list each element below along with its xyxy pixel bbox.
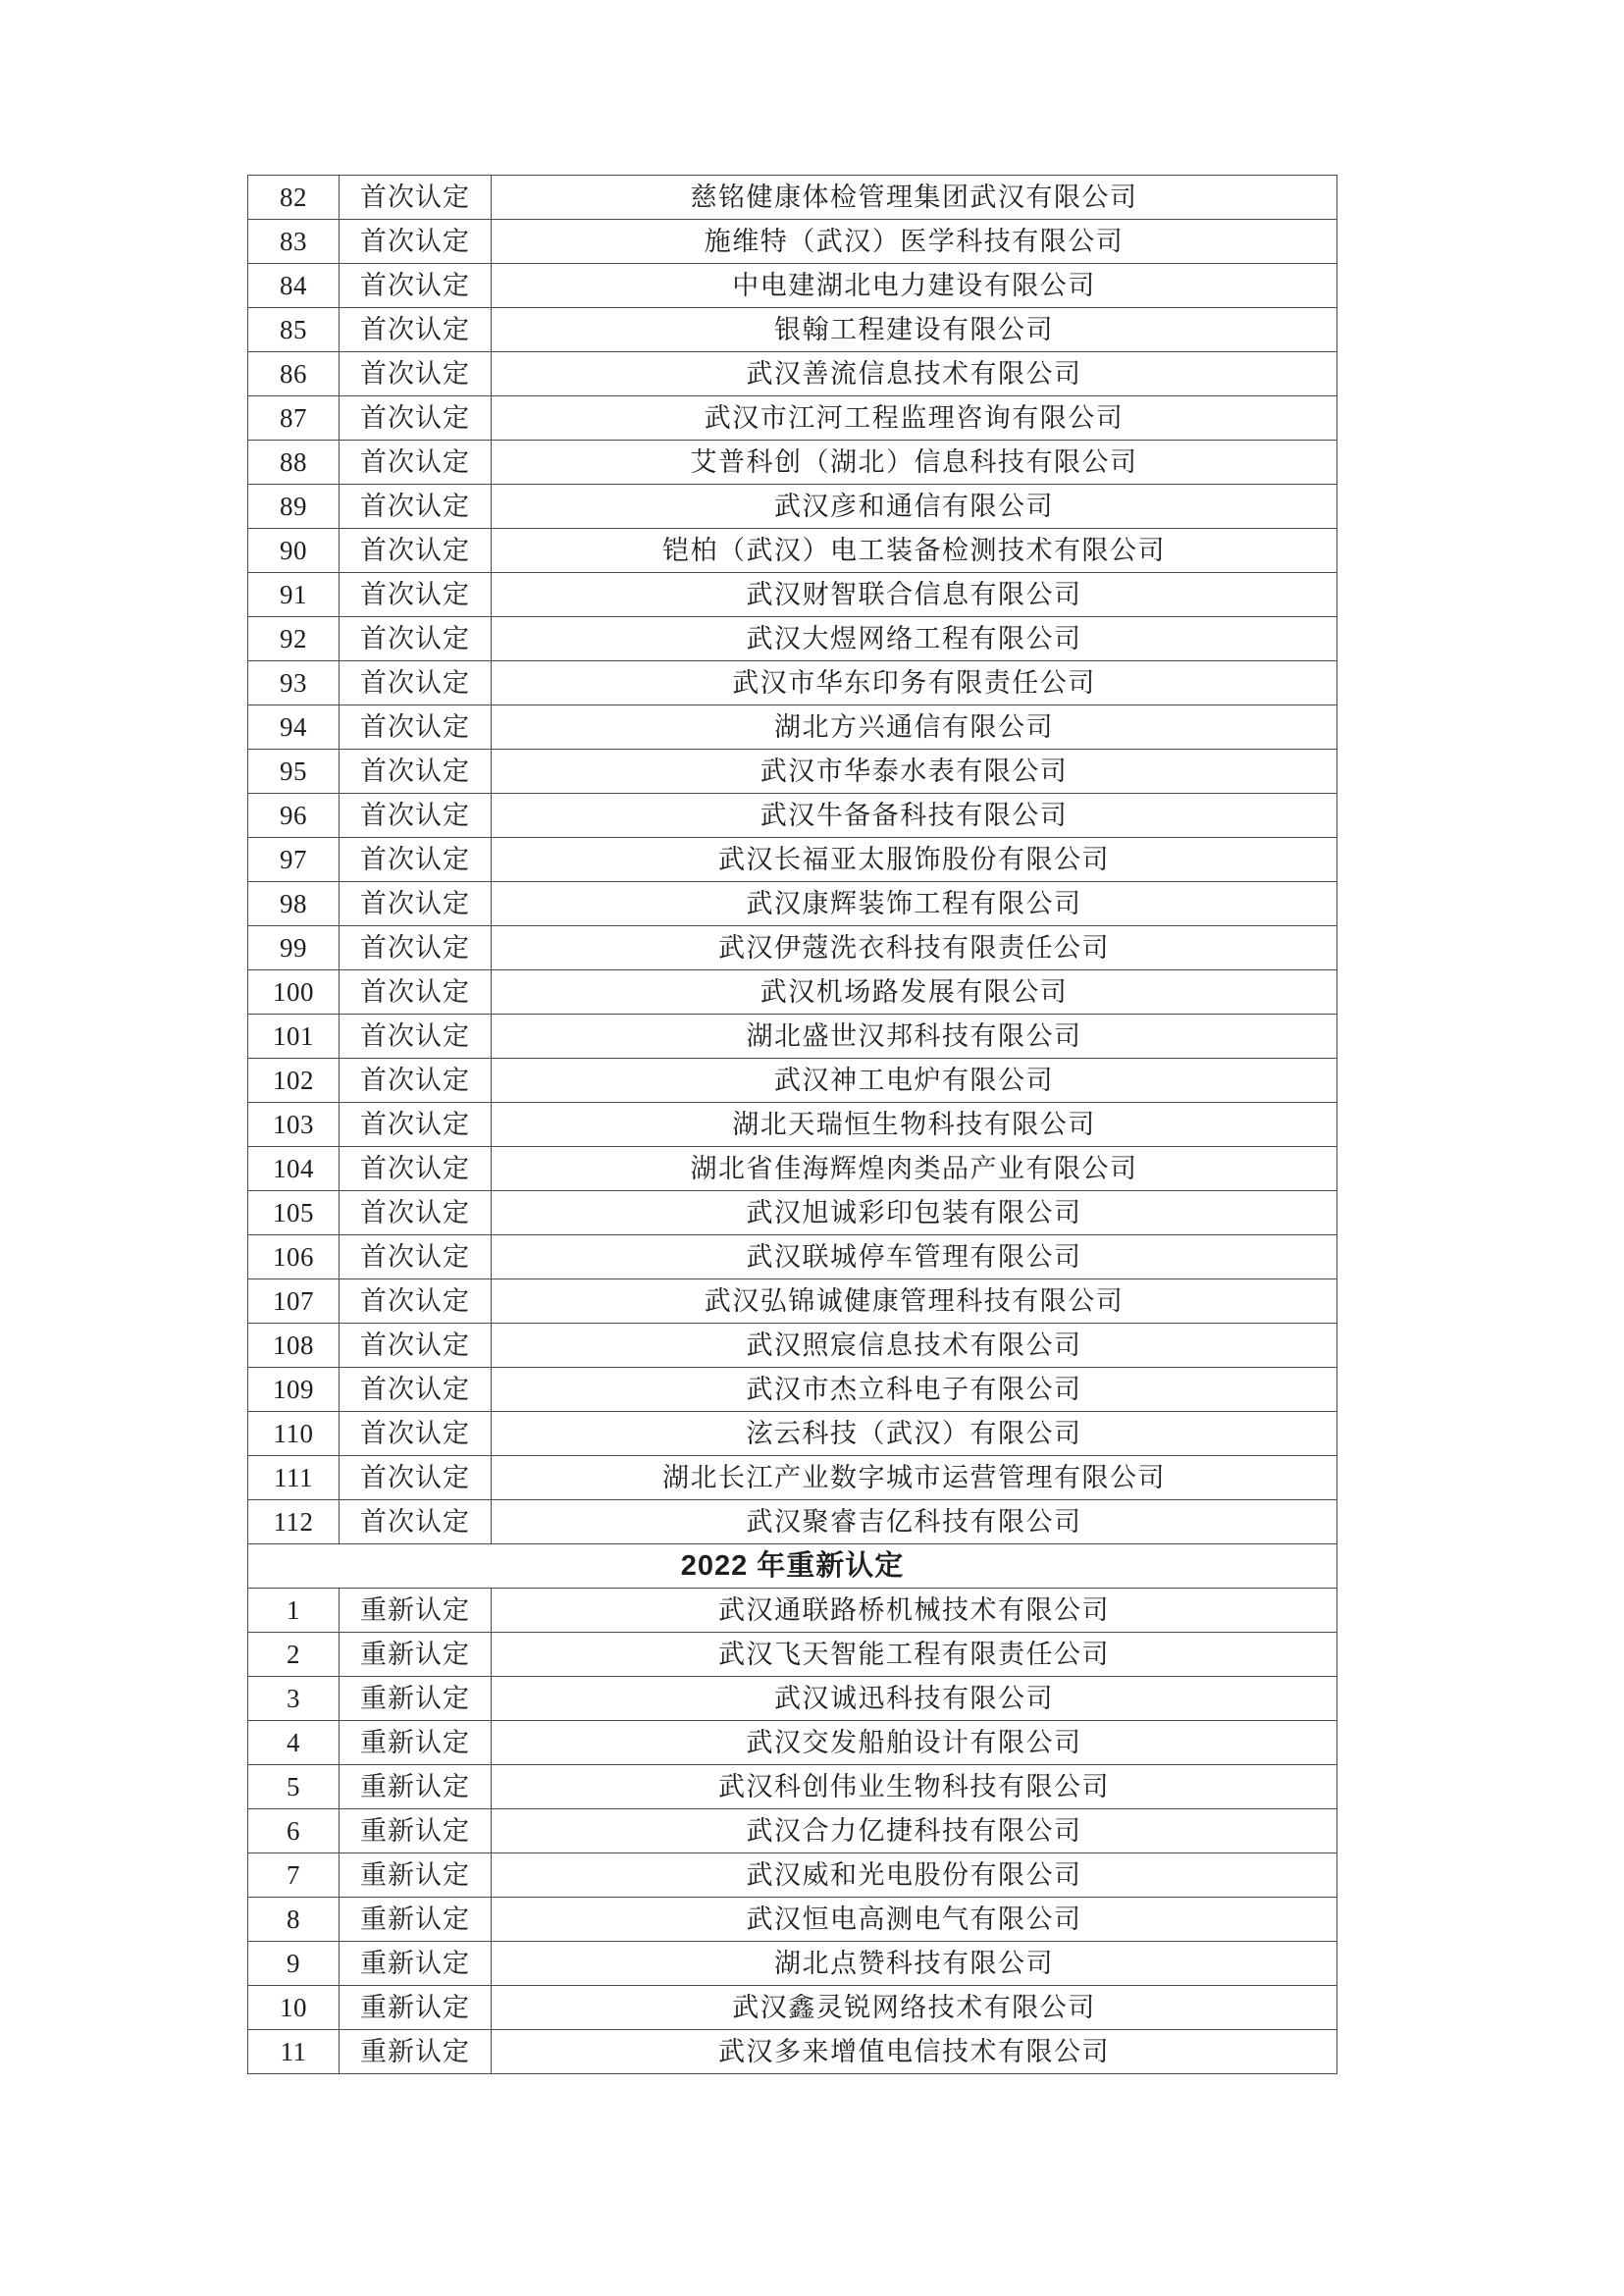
- company-name: 泫云科技（武汉）有限公司: [492, 1412, 1337, 1456]
- row-number: 93: [248, 661, 340, 705]
- table-row: [248, 1500, 1337, 1544]
- table-row: [248, 926, 1337, 970]
- company-name: 慈铭健康体检管理集团武汉有限公司: [492, 176, 1337, 220]
- table-row: [248, 1677, 1337, 1721]
- enterprise-list-table: [247, 175, 1337, 2074]
- table-row: [248, 1279, 1337, 1324]
- company-name: 武汉善流信息技术有限公司: [492, 352, 1337, 396]
- company-name: 武汉市华泰水表有限公司: [492, 750, 1337, 794]
- recognition-type: 重新认定: [340, 1809, 492, 1853]
- row-number: 8: [248, 1898, 340, 1942]
- table-row: [248, 573, 1337, 617]
- company-name: 湖北天瑞恒生物科技有限公司: [492, 1103, 1337, 1147]
- recognition-type: 首次认定: [340, 1015, 492, 1059]
- recognition-type: 重新认定: [340, 1942, 492, 1986]
- recognition-type: 首次认定: [340, 573, 492, 617]
- recognition-type: 首次认定: [340, 794, 492, 838]
- company-name: 武汉伊蔻洗衣科技有限责任公司: [492, 926, 1337, 970]
- row-number: 99: [248, 926, 340, 970]
- table-row: [248, 1147, 1337, 1191]
- table-row: [248, 794, 1337, 838]
- recognition-type: 首次认定: [340, 1059, 492, 1103]
- company-name: 武汉市华东印务有限责任公司: [492, 661, 1337, 705]
- recognition-type: 首次认定: [340, 529, 492, 573]
- company-name: 湖北盛世汉邦科技有限公司: [492, 1015, 1337, 1059]
- table-row: [248, 1853, 1337, 1898]
- company-name: 武汉财智联合信息有限公司: [492, 573, 1337, 617]
- recognition-type: 首次认定: [340, 396, 492, 441]
- row-number: 88: [248, 441, 340, 485]
- recognition-type: 首次认定: [340, 1324, 492, 1368]
- row-number: 5: [248, 1765, 340, 1809]
- company-name: 武汉弘锦诚健康管理科技有限公司: [492, 1279, 1337, 1324]
- recognition-type: 首次认定: [340, 352, 492, 396]
- company-name: 武汉旭诚彩印包装有限公司: [492, 1191, 1337, 1235]
- recognition-type: 首次认定: [340, 264, 492, 308]
- company-name: 中电建湖北电力建设有限公司: [492, 264, 1337, 308]
- row-number: 89: [248, 485, 340, 529]
- company-name: 武汉鑫灵锐网络技术有限公司: [492, 1986, 1337, 2030]
- table-row: [248, 264, 1337, 308]
- row-number: 6: [248, 1809, 340, 1853]
- company-name: 武汉彦和通信有限公司: [492, 485, 1337, 529]
- company-name: 武汉飞天智能工程有限责任公司: [492, 1633, 1337, 1677]
- table-row: [248, 485, 1337, 529]
- table-row: [248, 705, 1337, 750]
- recognition-type: 重新认定: [340, 1986, 492, 2030]
- company-name: 武汉诚迅科技有限公司: [492, 1677, 1337, 1721]
- company-name: 湖北方兴通信有限公司: [492, 705, 1337, 750]
- company-name: 武汉神工电炉有限公司: [492, 1059, 1337, 1103]
- row-number: 111: [248, 1456, 340, 1500]
- table-row: [248, 1809, 1337, 1853]
- company-name: 武汉长福亚太服饰股份有限公司: [492, 838, 1337, 882]
- company-name: 武汉照宸信息技术有限公司: [492, 1324, 1337, 1368]
- row-number: 4: [248, 1721, 340, 1765]
- company-name: 武汉合力亿捷科技有限公司: [492, 1809, 1337, 1853]
- recognition-type: 首次认定: [340, 1368, 492, 1412]
- recognition-type: 首次认定: [340, 1235, 492, 1279]
- recognition-type: 首次认定: [340, 1412, 492, 1456]
- row-number: 102: [248, 1059, 340, 1103]
- company-name: 湖北点赞科技有限公司: [492, 1942, 1337, 1986]
- recognition-type: 重新认定: [340, 1721, 492, 1765]
- row-number: 96: [248, 794, 340, 838]
- row-number: 110: [248, 1412, 340, 1456]
- row-number: 92: [248, 617, 340, 661]
- table-row: [248, 882, 1337, 926]
- table-row: [248, 1412, 1337, 1456]
- table-row: [248, 661, 1337, 705]
- recognition-type: 首次认定: [340, 1279, 492, 1324]
- row-number: 108: [248, 1324, 340, 1368]
- row-number: 83: [248, 220, 340, 264]
- table-row: [248, 1721, 1337, 1765]
- table-row: [248, 1059, 1337, 1103]
- recognition-type: 重新认定: [340, 1765, 492, 1809]
- company-name: 施维特（武汉）医学科技有限公司: [492, 220, 1337, 264]
- company-name: 湖北长江产业数字城市运营管理有限公司: [492, 1456, 1337, 1500]
- company-name: 武汉市江河工程监理咨询有限公司: [492, 396, 1337, 441]
- recognition-type: 首次认定: [340, 750, 492, 794]
- table-row: [248, 1103, 1337, 1147]
- table-row: [248, 1324, 1337, 1368]
- recognition-type: 首次认定: [340, 1500, 492, 1544]
- row-number: 103: [248, 1103, 340, 1147]
- table-row: [248, 441, 1337, 485]
- recognition-type: 首次认定: [340, 661, 492, 705]
- table-row: [248, 1015, 1337, 1059]
- company-name: 武汉联城停车管理有限公司: [492, 1235, 1337, 1279]
- row-number: 9: [248, 1942, 340, 1986]
- row-number: 107: [248, 1279, 340, 1324]
- row-number: 87: [248, 396, 340, 441]
- row-number: 101: [248, 1015, 340, 1059]
- table-row: [248, 1235, 1337, 1279]
- recognition-type: 首次认定: [340, 617, 492, 661]
- company-name: 艾普科创（湖北）信息科技有限公司: [492, 441, 1337, 485]
- company-name: 武汉聚睿吉亿科技有限公司: [492, 1500, 1337, 1544]
- table-row: [248, 2030, 1337, 2074]
- row-number: 90: [248, 529, 340, 573]
- recognition-type: 首次认定: [340, 441, 492, 485]
- recognition-type: 首次认定: [340, 926, 492, 970]
- recognition-type: 重新认定: [340, 1589, 492, 1633]
- row-number: 98: [248, 882, 340, 926]
- recognition-type: 重新认定: [340, 2030, 492, 2074]
- table-row: [248, 1898, 1337, 1942]
- row-number: 82: [248, 176, 340, 220]
- row-number: 104: [248, 1147, 340, 1191]
- table-row: [248, 1368, 1337, 1412]
- table-row: [248, 1765, 1337, 1809]
- table-row: [248, 176, 1337, 220]
- company-name: 武汉康辉装饰工程有限公司: [492, 882, 1337, 926]
- company-name: 武汉牛备备科技有限公司: [492, 794, 1337, 838]
- table-row: [248, 1986, 1337, 2030]
- recognition-type: 重新认定: [340, 1633, 492, 1677]
- section-header: 2022 年重新认定: [248, 1544, 1337, 1589]
- row-number: 11: [248, 2030, 340, 2074]
- recognition-type: 首次认定: [340, 1103, 492, 1147]
- row-number: 112: [248, 1500, 340, 1544]
- row-number: 105: [248, 1191, 340, 1235]
- recognition-type: 首次认定: [340, 220, 492, 264]
- row-number: 84: [248, 264, 340, 308]
- row-number: 2: [248, 1633, 340, 1677]
- recognition-type: 首次认定: [340, 1147, 492, 1191]
- row-number: 85: [248, 308, 340, 352]
- recognition-type: 重新认定: [340, 1677, 492, 1721]
- table-row: [248, 352, 1337, 396]
- recognition-type: 首次认定: [340, 838, 492, 882]
- row-number: 94: [248, 705, 340, 750]
- recognition-type: 首次认定: [340, 308, 492, 352]
- company-name: 武汉多来增值电信技术有限公司: [492, 2030, 1337, 2074]
- company-name: 武汉恒电高测电气有限公司: [492, 1898, 1337, 1942]
- company-name: 武汉威和光电股份有限公司: [492, 1853, 1337, 1898]
- row-number: 97: [248, 838, 340, 882]
- row-number: 100: [248, 970, 340, 1015]
- table-row: [248, 1633, 1337, 1677]
- recognition-type: 首次认定: [340, 485, 492, 529]
- company-name: 武汉大煜网络工程有限公司: [492, 617, 1337, 661]
- table-row: [248, 308, 1337, 352]
- table-row: [248, 838, 1337, 882]
- company-name: 铠柏（武汉）电工装备检测技术有限公司: [492, 529, 1337, 573]
- company-name: 武汉通联路桥机械技术有限公司: [492, 1589, 1337, 1633]
- row-number: 1: [248, 1589, 340, 1633]
- table-body: [248, 176, 1337, 2074]
- table-row: [248, 617, 1337, 661]
- company-name: 银翰工程建设有限公司: [492, 308, 1337, 352]
- table-row: [248, 1942, 1337, 1986]
- company-name: 武汉机场路发展有限公司: [492, 970, 1337, 1015]
- recognition-type: 首次认定: [340, 176, 492, 220]
- recognition-type: 首次认定: [340, 970, 492, 1015]
- company-name: 湖北省佳海辉煌肉类品产业有限公司: [492, 1147, 1337, 1191]
- recognition-type: 重新认定: [340, 1898, 492, 1942]
- row-number: 91: [248, 573, 340, 617]
- company-name: 武汉市杰立科电子有限公司: [492, 1368, 1337, 1412]
- company-name: 武汉科创伟业生物科技有限公司: [492, 1765, 1337, 1809]
- recognition-type: 首次认定: [340, 1456, 492, 1500]
- row-number: 10: [248, 1986, 340, 2030]
- recognition-type: 首次认定: [340, 705, 492, 750]
- table-row: [248, 1456, 1337, 1500]
- row-number: 3: [248, 1677, 340, 1721]
- recognition-type: 首次认定: [340, 1191, 492, 1235]
- row-number: 95: [248, 750, 340, 794]
- section-header-row: [248, 1544, 1337, 1589]
- table-row: [248, 220, 1337, 264]
- table-row: [248, 1589, 1337, 1633]
- row-number: 7: [248, 1853, 340, 1898]
- table-row: [248, 1191, 1337, 1235]
- table-row: [248, 750, 1337, 794]
- row-number: 106: [248, 1235, 340, 1279]
- table-row: [248, 529, 1337, 573]
- row-number: 86: [248, 352, 340, 396]
- recognition-type: 重新认定: [340, 1853, 492, 1898]
- recognition-type: 首次认定: [340, 882, 492, 926]
- table-row: [248, 396, 1337, 441]
- row-number: 109: [248, 1368, 340, 1412]
- table-row: [248, 970, 1337, 1015]
- company-name: 武汉交发船舶设计有限公司: [492, 1721, 1337, 1765]
